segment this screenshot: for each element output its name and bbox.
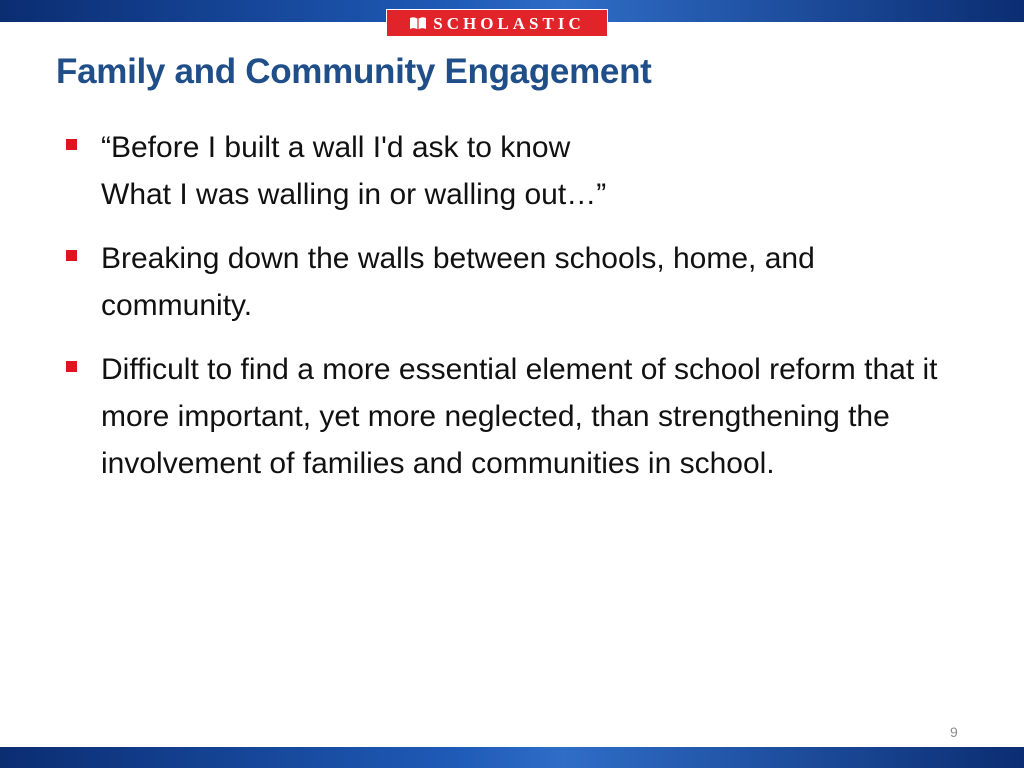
scholastic-logo bbox=[386, 9, 608, 37]
bullet-text: Difficult to find a more essential element of school reform that it more important, yet more neglected, than strengthening the involvement of families and communities in school. bbox=[101, 353, 938, 480]
bullet-text: “Before I built a wall I'd ask to know What I was walling in or walling out…” bbox=[101, 131, 607, 211]
square-bullet-icon bbox=[66, 139, 77, 150]
square-bullet-icon bbox=[66, 250, 77, 261]
bullet-list bbox=[64, 124, 964, 504]
open-book-icon bbox=[409, 16, 427, 30]
bullet-text: Breaking down the walls between schools, home, and community. bbox=[101, 242, 815, 322]
page-number: 9 bbox=[950, 724, 958, 740]
logo-text: SCHOLASTIC bbox=[433, 13, 585, 33]
slide-title: Family and Community Engagement bbox=[56, 52, 652, 91]
bullet-item bbox=[64, 124, 964, 218]
bottom-banner bbox=[0, 747, 1024, 768]
bullet-item bbox=[64, 346, 964, 487]
square-bullet-icon bbox=[66, 361, 77, 372]
bullet-item bbox=[64, 235, 964, 329]
